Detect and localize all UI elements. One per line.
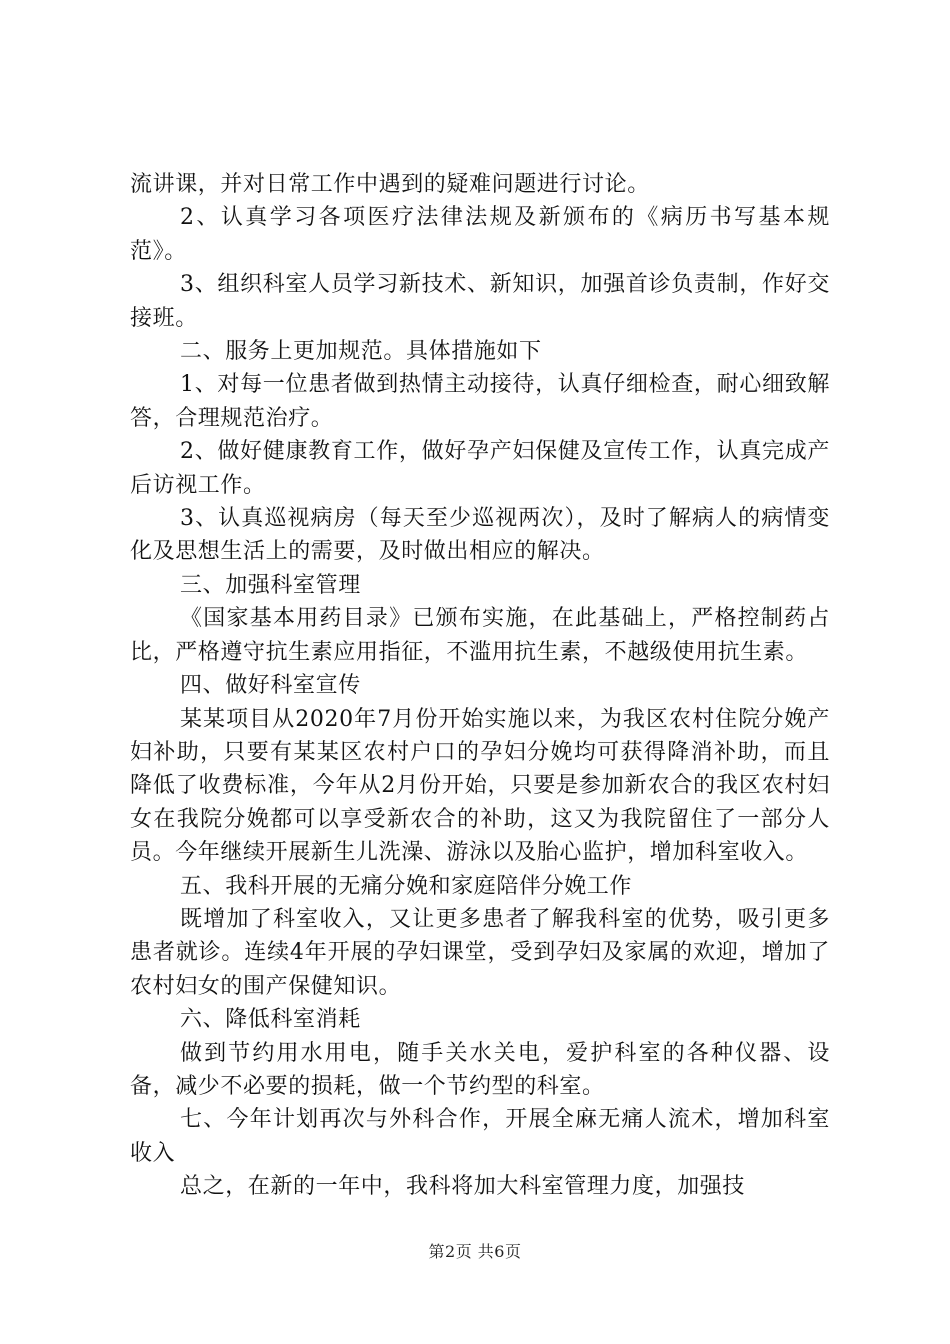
section-heading: 三、加强科室管理 xyxy=(180,572,361,598)
section-heading: 六、降低科室消耗 xyxy=(180,1007,361,1033)
section-heading: 四、做好科室宣传 xyxy=(180,673,361,699)
paragraph: 总之，在新的一年中，我科将加大科室管理力度，加强技 xyxy=(180,1174,746,1200)
paragraph: 3、认真巡视病房（每天至少巡视两次），及时了解病人的病情变化及思想生活上的需要，及时做出相应的解决。 xyxy=(130,506,830,565)
section-heading: 五、我科开展的无痛分娩和家庭陪伴分娩工作 xyxy=(180,873,633,899)
paragraph: 1、对每一位患者做到热情主动接待，认真仔细检查，耐心细致解答，合理规范治疗。 xyxy=(130,372,830,431)
document-body xyxy=(130,168,830,1204)
paragraph: 流讲课，并对日常工作中遇到的疑难问题进行讨论。 xyxy=(130,172,650,197)
section-heading: 二、服务上更加规范。具体措施如下 xyxy=(180,339,542,365)
paragraph: 某某项目从2020年7月份开始实施以来，为我区农村住院分娩产妇补助，只要有某某区农村户口的孕妇分娩均可获得降消补助，而且降低了收费标准，今年从2月份开始，只要是参加新农合的我区农村妇女在我院分娩都可以享受新农合的补助，这又为我院留住了一部分人员。今年继续开展新生儿洗澡、游泳以及胎心监护，增加科室收入。 xyxy=(130,706,830,866)
paragraph: 做到节约用水用电，随手关水关电，爱护科室的各种仪器、设备，减少不必要的损耗，做一个节约型的科室。 xyxy=(130,1040,830,1099)
paragraph: 既增加了科室收入，又让更多患者了解我科室的优势，吸引更多患者就诊。连续4年开展的孕妇课堂，受到孕妇及家属的欢迎，增加了农村妇女的围产保健知识。 xyxy=(130,906,830,999)
paragraph: 《国家基本用药目录》已颁布实施，在此基础上，严格控制药占比，严格遵守抗生素应用指征，不滥用抗生素，不越级使用抗生素。 xyxy=(130,606,830,665)
paragraph: 2、认真学习各项医疗法律法规及新颁布的《病历书写基本规范》。 xyxy=(130,205,830,264)
page-number-footer: 第2页 共6页 xyxy=(428,1242,522,1261)
paragraph: 2、做好健康教育工作，做好孕产妇保健及宣传工作，认真完成产后访视工作。 xyxy=(130,439,830,498)
section-heading: 七、今年计划再次与外科合作，开展全麻无痛人流术，增加科室收入 xyxy=(130,1107,830,1166)
paragraph: 3、组织科室人员学习新技术、新知识，加强首诊负责制，作好交接班。 xyxy=(130,272,830,331)
